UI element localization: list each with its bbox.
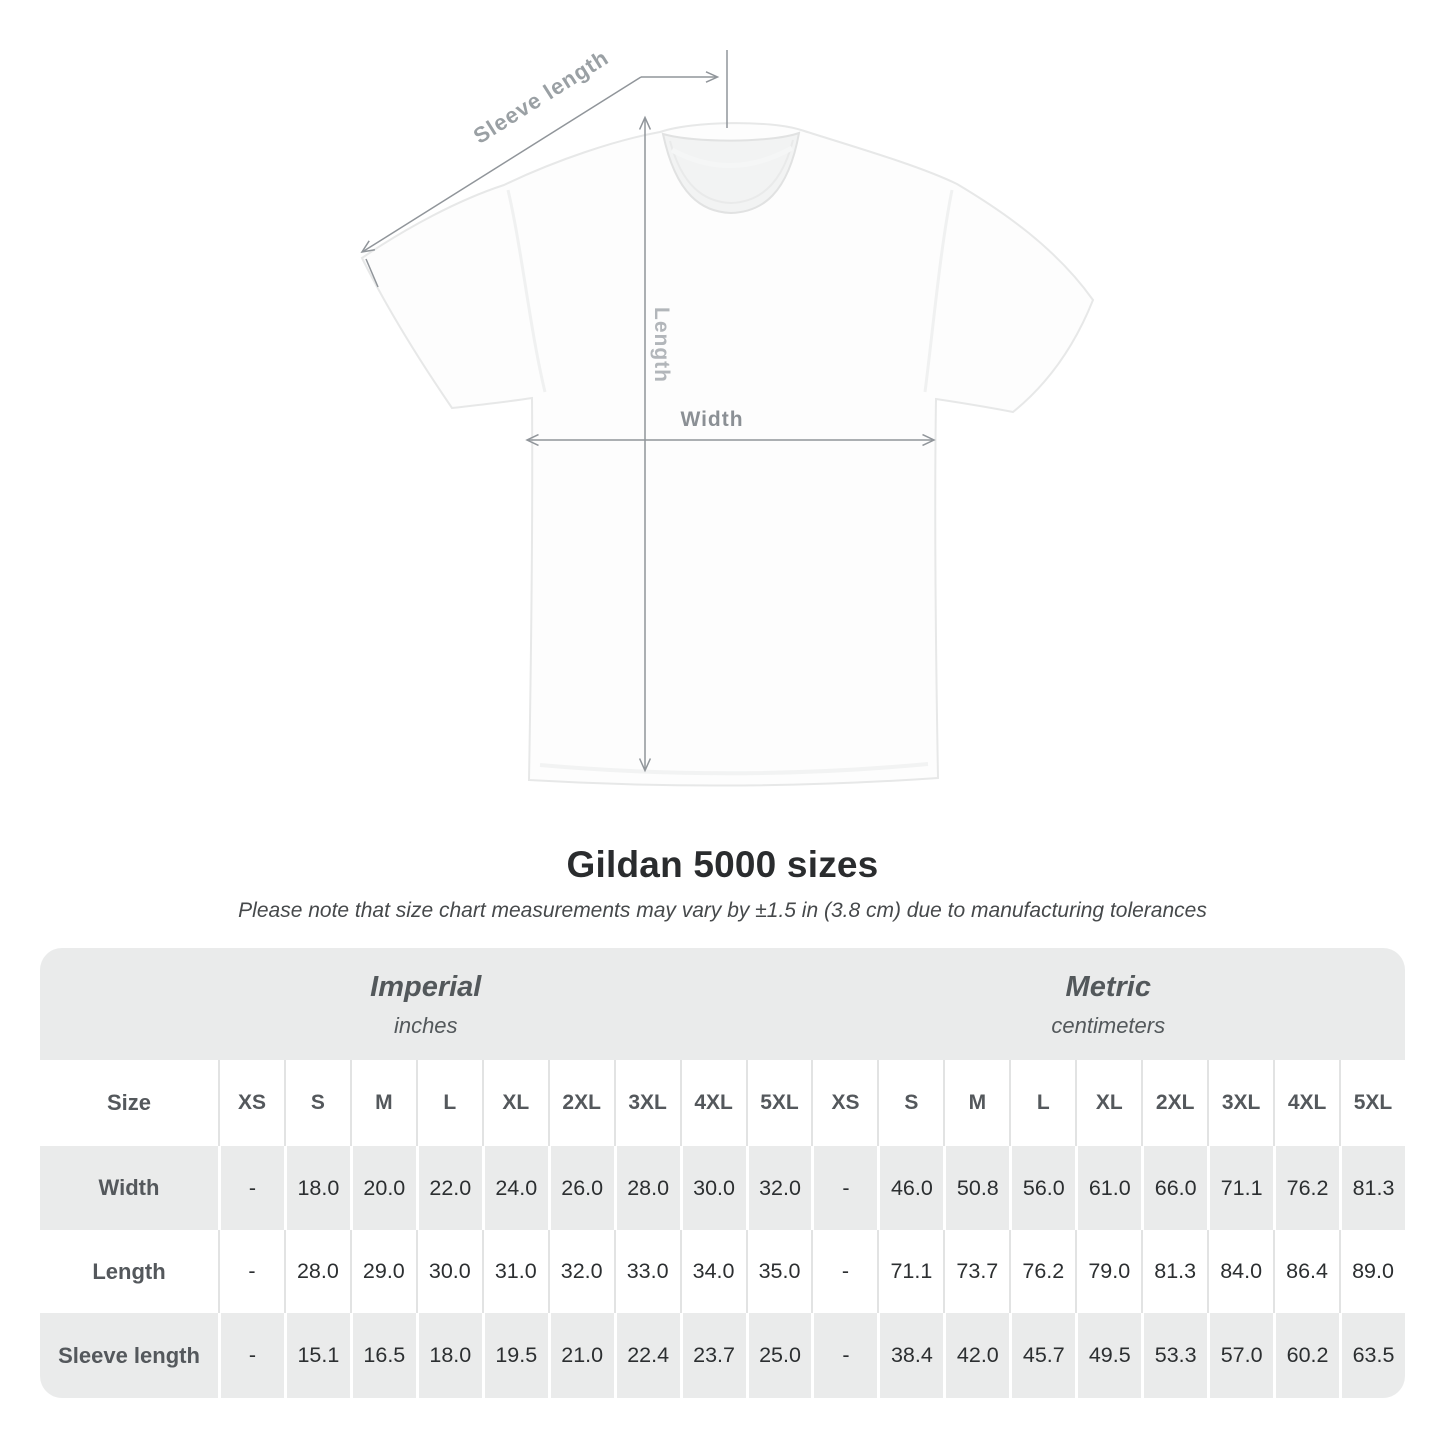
- size-table: [40, 948, 1405, 1398]
- arrowhead-sleeve-icon: [362, 241, 375, 252]
- table-cell: 31.0: [482, 1230, 548, 1313]
- column-header: M: [350, 1060, 416, 1146]
- table-cell: 20.0: [350, 1146, 416, 1230]
- table-cell: 53.3: [1141, 1313, 1207, 1398]
- tolerance-note: Please note that size chart measurements may vary by ±1.5 in (3.8 cm) due to manufacturing tolerances: [238, 899, 1207, 922]
- table-cell: 81.3: [1339, 1146, 1405, 1230]
- table-cell: 15.1: [284, 1313, 350, 1398]
- table-cell: 28.0: [284, 1230, 350, 1313]
- table-cell: 35.0: [746, 1230, 812, 1313]
- table-cell: -: [811, 1146, 877, 1230]
- table-cell: 28.0: [614, 1146, 680, 1230]
- table-cell: 22.4: [614, 1313, 680, 1398]
- table-cell: 18.0: [416, 1313, 482, 1398]
- table-cell: 84.0: [1207, 1230, 1273, 1313]
- column-header: 2XL: [548, 1060, 614, 1146]
- table-cell: 49.5: [1075, 1313, 1141, 1398]
- table-cell: 60.2: [1273, 1313, 1339, 1398]
- table-cell: -: [218, 1313, 284, 1398]
- column-header: 5XL: [1339, 1060, 1405, 1146]
- table-cell: 16.5: [350, 1313, 416, 1398]
- imperial-header: [40, 948, 812, 1060]
- table-cell: 57.0: [1207, 1313, 1273, 1398]
- column-header: 5XL: [746, 1060, 812, 1146]
- column-header: XL: [1075, 1060, 1141, 1146]
- table-cell: -: [811, 1230, 877, 1313]
- table-cell: -: [811, 1313, 877, 1398]
- table-cell: 33.0: [614, 1230, 680, 1313]
- table-cell: 18.0: [284, 1146, 350, 1230]
- table-cell: 81.3: [1141, 1230, 1207, 1313]
- metric-unit: centimeters: [1051, 1013, 1166, 1038]
- column-header: S: [877, 1060, 943, 1146]
- table-cell: 71.1: [877, 1230, 943, 1313]
- table-cell: 66.0: [1141, 1146, 1207, 1230]
- table-cell: 19.5: [482, 1313, 548, 1398]
- table-cell: 30.0: [416, 1230, 482, 1313]
- table-cell: 50.8: [943, 1146, 1009, 1230]
- table-cell: 25.0: [746, 1313, 812, 1398]
- imperial-title: Imperial: [370, 971, 482, 1003]
- table-cell: 30.0: [680, 1146, 746, 1230]
- column-header: XL: [482, 1060, 548, 1146]
- table-cell: 26.0: [548, 1146, 614, 1230]
- table-cell: 42.0: [943, 1313, 1009, 1398]
- column-header: XS: [811, 1060, 877, 1146]
- page-title: Gildan 5000 sizes: [566, 844, 879, 885]
- row-label: Width: [98, 1175, 160, 1200]
- column-header: XS: [218, 1060, 284, 1146]
- table-cell: 86.4: [1273, 1230, 1339, 1313]
- table-cell: 32.0: [746, 1146, 812, 1230]
- column-header: L: [416, 1060, 482, 1146]
- unit-header-band: [40, 948, 1405, 1060]
- table-cell: 76.2: [1273, 1146, 1339, 1230]
- table-cell: 23.7: [680, 1313, 746, 1398]
- table-cell: 76.2: [1009, 1230, 1075, 1313]
- table-cell: 56.0: [1009, 1146, 1075, 1230]
- table-cell: 61.0: [1075, 1146, 1141, 1230]
- row-label: Sleeve length: [58, 1342, 200, 1368]
- table-cell: 89.0: [1339, 1230, 1405, 1313]
- size-header-row: [40, 1060, 1405, 1146]
- column-header: S: [284, 1060, 350, 1146]
- column-header: M: [943, 1060, 1009, 1146]
- table-cell: 63.5: [1339, 1313, 1405, 1398]
- metric-header: [812, 948, 1406, 1060]
- table-cell: 22.0: [416, 1146, 482, 1230]
- table-cell: 71.1: [1207, 1146, 1273, 1230]
- table-cell: 45.7: [1009, 1313, 1075, 1398]
- metric-title: Metric: [1065, 971, 1151, 1003]
- column-header: 2XL: [1141, 1060, 1207, 1146]
- table-cell: -: [218, 1230, 284, 1313]
- table-cell: 46.0: [877, 1146, 943, 1230]
- column-header: 4XL: [1273, 1060, 1339, 1146]
- width-label: Width: [680, 408, 744, 431]
- size-corner-header: Size: [106, 1090, 152, 1115]
- column-header: 3XL: [1207, 1060, 1273, 1146]
- table-cell: 34.0: [680, 1230, 746, 1313]
- table-cell: 21.0: [548, 1313, 614, 1398]
- table-cell: 29.0: [350, 1230, 416, 1313]
- table-row-length: [40, 1230, 1405, 1313]
- column-header: L: [1009, 1060, 1075, 1146]
- imperial-unit: inches: [393, 1013, 458, 1038]
- column-header: 3XL: [614, 1060, 680, 1146]
- sleeve-length-label: Sleeve length: [468, 44, 614, 149]
- row-label: Length: [92, 1258, 166, 1284]
- table-cell: 38.4: [877, 1313, 943, 1398]
- tshirt-graphic: [362, 123, 1093, 785]
- table-cell: 24.0: [482, 1146, 548, 1230]
- table-row-sleeve-length: [40, 1313, 1405, 1398]
- length-label: Length: [650, 307, 673, 383]
- table-row-width: [40, 1146, 1405, 1230]
- table-cell: 79.0: [1075, 1230, 1141, 1313]
- table-cell: 32.0: [548, 1230, 614, 1313]
- tshirt-body: [362, 123, 1093, 785]
- table-cell: -: [218, 1146, 284, 1230]
- column-header: 4XL: [680, 1060, 746, 1146]
- table-cell: 73.7: [943, 1230, 1009, 1313]
